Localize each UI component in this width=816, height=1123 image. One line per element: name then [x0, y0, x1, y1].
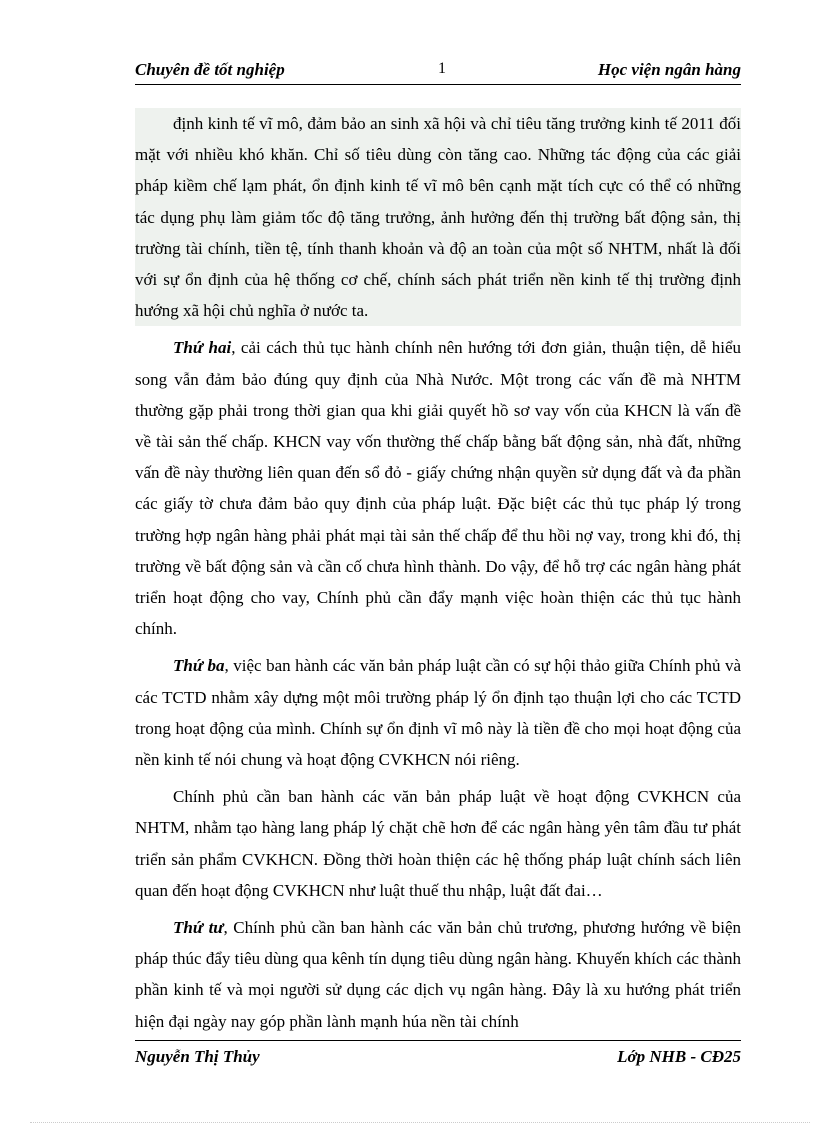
- page-footer: [135, 1040, 741, 1071]
- paragraph-3: [135, 650, 741, 775]
- footer-class: Lớp NHB - CĐ25: [617, 1047, 741, 1066]
- paragraph-5-text: , Chính phủ cần ban hành các văn bản chủ trương, phương hướng về biện pháp thúc đẩy tiêu dùng qua kênh tín dụng tiêu dùng ngân hàng. Khuyến khích các thành phần kinh tế và mọi người sử dụng các dịch vụ ngân hàng. Đây là xu hướng phát triển hiện đại ngày nay góp phần lành mạnh húa nền tài chính: [135, 918, 741, 1031]
- paragraph-4: Chính phủ cần ban hành các văn bản pháp luật về hoạt động CVKHCN của NHTM, nhằm tạo hàng lang pháp lý chặt chẽ hơn để các ngân hàng yên tâm đầu tư phát triển sản phẩm CVKHCN. Đồng thời hoàn thiện các hệ thống pháp luật chính sách liên quan đến hoạt động CVKHCN như luật thuế thu nhập, luật đất đai…: [135, 787, 741, 900]
- paragraph-2-lead: Thứ hai: [173, 338, 232, 358]
- page-header: [135, 58, 741, 85]
- paragraph-3-lead: Thứ ba: [173, 656, 225, 676]
- paragraph-5-lead: Thứ tư: [173, 918, 224, 938]
- paragraph-3-text: , việc ban hành các văn bản pháp luật cần có sự hội thảo giữa Chính phủ và các TCTD nhằm xây dựng một môi trường pháp lý ổn định tạo thuận lợi cho các TCTD trong hoạt động của mình. Chính sự ổn định vĩ mô này là tiền đề cho mọi hoạt động của nền kinh tế nói chung và hoạt động CVKHCN nói riêng.: [135, 656, 741, 770]
- paragraph-2-text: , cải cách thủ tục hành chính nên hướng tới đơn giản, thuận tiện, dễ hiểu song vẫn đảm bảo đúng quy định của Nhà Nước. Một trong các vấn đề mà NHTM thường gặp phải trong thời gian qua khi giải quyết hồ sơ vay vốn của KHCN là vấn đề về tài sản thế chấp. KHCN vay vốn thường thế chấp bằng bất động sản, nhà đất, những vấn đề này thường liên quan đến sổ đỏ - giấy chứng nhận quyền sử dụng đất và đa phần các giấy tờ chưa đảm bảo quy định của pháp luật. Đặc biệt các thủ tục pháp lý trong trường hợp ngân hàng phải phát mại tài sản thế chấp để thu hồi nợ vay, trong khi đó, thị trường về bất động sản và cần cố chưa hình thành. Do vậy, để hỗ trợ các ngân hàng phát triển hoạt động cho vay, Chính phủ cần đẩy mạnh việc hoàn thiện các thủ tục hành chính.: [135, 338, 741, 639]
- document-body: [135, 108, 741, 1037]
- paragraph-2: [135, 332, 741, 644]
- footer-author: Nguyễn Thị Thủy: [135, 1047, 260, 1066]
- header-document-type: Chuyên đề tốt nghiệp: [135, 60, 285, 79]
- paragraph-1: định kinh tế vĩ mô, đảm bảo an sinh xã hội và chỉ tiêu tăng trưởng kinh tế 2011 đối mặt với nhiều khó khăn. Chỉ số tiêu dùng còn tăng cao. Những tác động của các giải pháp kiềm chế lạm phát, ổn định kinh tế vĩ mô bên cạnh mặt tích cực có thể có những tác dụng phụ làm giảm tốc độ tăng trưởng, ảnh hưởng đến thị trường bất động sản, thị trường tài chính, tiền tệ, tính thanh khoản và độ an toàn của một số NHTM, nhất là đối với sự ổn định của hệ thống cơ chế, chính sách phát triển nền kinh tế thị trường định hướng xã hội chủ nghĩa ở nước ta.: [135, 108, 741, 326]
- page-number: 1: [438, 60, 446, 77]
- paragraph-5: [135, 912, 741, 1037]
- header-institution: Học viện ngân hàng: [597, 60, 741, 79]
